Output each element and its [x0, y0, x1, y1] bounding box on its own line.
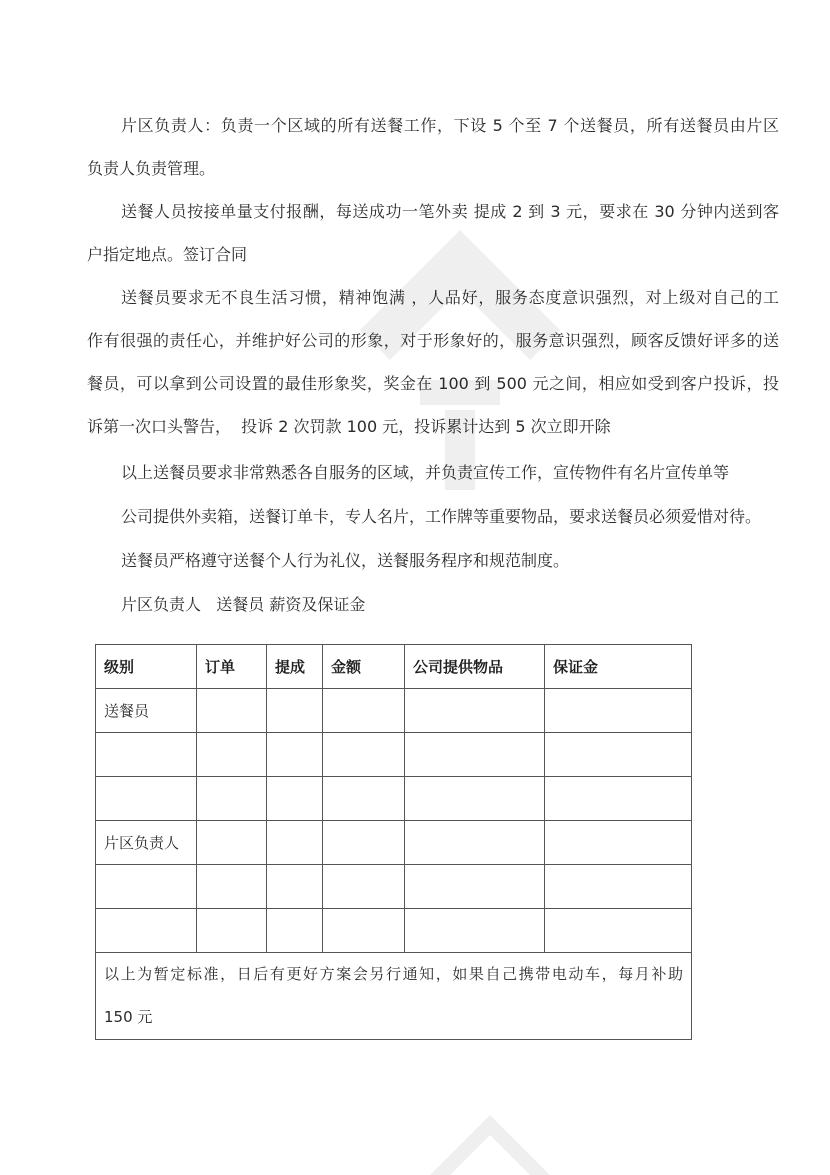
table-cell: [323, 909, 405, 953]
table-cell: [96, 733, 197, 777]
table-cell: [405, 909, 545, 953]
table-cell: [197, 733, 267, 777]
paragraph-line: 送餐人员按接单量支付报酬，每送成功一笔外卖 提成 2 到 3 元，要求在 30 分钟内送到客: [121, 202, 779, 221]
table-cell: [267, 821, 323, 865]
footer-note-line: 150 元: [104, 1008, 153, 1026]
paragraph-line: 餐员，可以拿到公司设置的最佳形象奖，奖金在 100 到 500 元之间，相应如受到客户投诉，投: [87, 374, 779, 393]
table-cell: [405, 733, 545, 777]
table-cell: [267, 865, 323, 909]
table-cell: [197, 689, 267, 733]
table-row: [96, 733, 692, 777]
table-cell: [197, 909, 267, 953]
paragraph-line: 片区负责人：负责一个区域的所有送餐工作，下设 5 个至 7 个送餐员，所有送餐员由片区: [121, 116, 779, 135]
table-cell: [405, 689, 545, 733]
column-header-company-items: 公司提供物品: [405, 645, 545, 689]
column-header-amount: 金额: [323, 645, 405, 689]
table-cell: [545, 821, 692, 865]
paragraph-line: 公司提供外卖箱，送餐订单卡，专人名片，工作牌等重要物品，要求送餐员必须爱惜对待。: [121, 507, 762, 526]
table-footer-note: [96, 953, 692, 1040]
watermark-icon: [430, 1115, 550, 1175]
table-row: [96, 821, 692, 865]
table-cell: [323, 821, 405, 865]
footer-note-line: 以上为暂定标准，日后有更好方案会另行通知，如果自己携带电动车，每月补助: [104, 965, 683, 983]
table-cell: [323, 689, 405, 733]
table-row: [96, 689, 692, 733]
table-cell: [96, 909, 197, 953]
table-cell: [96, 865, 197, 909]
column-header-deposit: 保证金: [545, 645, 692, 689]
table-cell: 送餐员: [96, 689, 197, 733]
table-cell: [197, 821, 267, 865]
table-cell: [267, 909, 323, 953]
column-header-commission: 提成: [267, 645, 323, 689]
table-cell: [197, 777, 267, 821]
watermark-icon: [360, 230, 560, 490]
table-footer-row: [96, 953, 692, 1040]
table-cell: [267, 689, 323, 733]
table-header-row: [96, 645, 692, 689]
table-cell: [405, 777, 545, 821]
table-row: [96, 909, 692, 953]
table-cell: [96, 777, 197, 821]
salary-table: [95, 644, 692, 1040]
paragraph-line: 户指定地点。签订合同: [87, 245, 248, 264]
paragraph-line: 诉第一次口头警告， 投诉 2 次罚款 100 元，投诉累计达到 5 次立即开除: [87, 417, 611, 436]
table-cell: [545, 909, 692, 953]
table-cell: [197, 865, 267, 909]
paragraph-line: 送餐员要求无不良生活习惯，精神饱满 ，人品好，服务态度意识强烈，对上级对自己的工: [121, 288, 779, 307]
table-cell: [323, 777, 405, 821]
table-cell: [405, 865, 545, 909]
table-cell: [545, 865, 692, 909]
table-cell: [323, 865, 405, 909]
column-header-orders: 订单: [197, 645, 267, 689]
table-caption: 片区负责人 送餐员 薪资及保证金: [121, 595, 366, 614]
table-cell: [545, 777, 692, 821]
table-cell: [267, 733, 323, 777]
paragraph-line: 以上送餐员要求非常熟悉各自服务的区域，并负责宣传工作，宣传物件有名片宣传单等: [121, 463, 730, 482]
paragraph-line: 负责人负责管理。: [87, 159, 216, 178]
table-cell: [323, 733, 405, 777]
table-cell: [405, 821, 545, 865]
table-row: [96, 777, 692, 821]
table-row: [96, 865, 692, 909]
table-cell: 片区负责人: [96, 821, 197, 865]
column-header-level: 级别: [96, 645, 197, 689]
table-cell: [267, 777, 323, 821]
table-cell: [545, 689, 692, 733]
paragraph-line: 作有很强的责任心，并维护好公司的形象，对于形象好的，服务意识强烈，顾客反馈好评多的送: [87, 331, 779, 350]
table-cell: [545, 733, 692, 777]
paragraph-line: 送餐员严格遵守送餐个人行为礼仪，送餐服务程序和规范制度。: [121, 551, 570, 570]
